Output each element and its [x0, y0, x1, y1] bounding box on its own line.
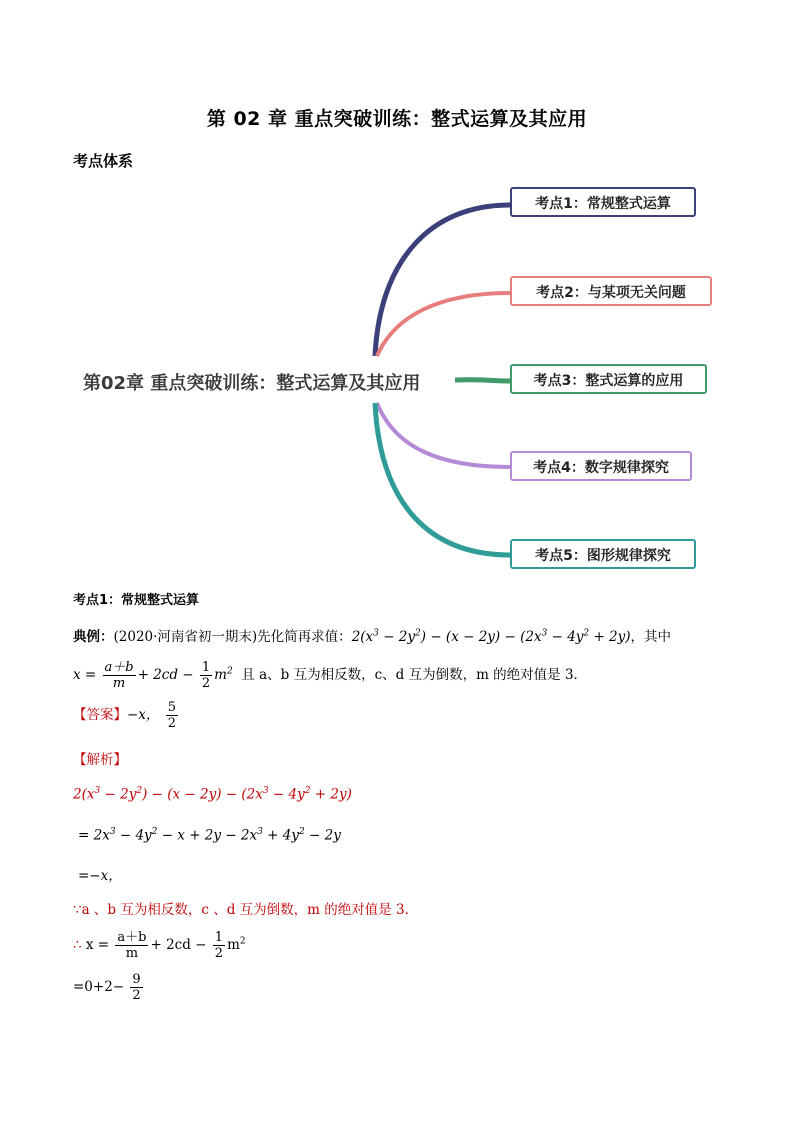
example-source: (2020·河南省初一期末)先化简再求值： [113, 629, 352, 645]
example-label: 典例： [73, 629, 114, 645]
reason-line [73, 898, 418, 918]
connector-2 [377, 293, 510, 356]
example-line [73, 625, 671, 645]
frac-half-numerator: 1 [201, 660, 211, 675]
step-2: = $2x^3 - 4y^2 - x + 2y - 2x^3 + 4y^2 - 2y$ [78, 827, 341, 844]
example-expression: $2(x^3 - 2y^2) - (x - 2y) - (2x^3 - 4y^2 + 2y)$ [351, 628, 631, 645]
mindmap-node-1: 考点1：常规整式运算 [510, 187, 696, 217]
mindmap-node-5: 考点5：图形规律探究 [510, 539, 696, 569]
connector-1 [375, 205, 510, 356]
frac-ab-numerator: a＋b [104, 660, 134, 675]
mindmap-node-2: 考点2：与某项无关问题 [510, 276, 712, 306]
because-symbol: ∵ [73, 902, 82, 918]
answer-frac-denominator: 2 [167, 716, 177, 731]
example-expression-end: ，其中 [630, 629, 672, 645]
connector-5 [375, 403, 510, 555]
connector-3 [455, 380, 510, 381]
page-title: 第 02 章 重点突破训练：整式运算及其应用 [206, 108, 588, 130]
frac-half-denominator: 2 [201, 676, 211, 691]
answer-value: −x， [127, 707, 160, 723]
connector-4 [377, 403, 510, 467]
therefore-symbol: ∴ [73, 937, 82, 953]
step-1: $2(x^3 - 2y^2) - (x - 2y) - (2x^3 - 4y^2 + 2y)$ [73, 786, 352, 803]
final-line [73, 972, 145, 1003]
mindmap-node-3: 考点3：整式运算的应用 [510, 364, 707, 394]
system-heading: 考点体系 [73, 152, 134, 170]
frac-ab-denominator: m [112, 676, 126, 691]
answer-label: 【答案】 [73, 707, 127, 723]
condition-text: 且 a、b 互为相反数，c、d 互为倒数，m 的绝对值是 3． [241, 667, 588, 683]
frac-ab2-numerator: a＋b [117, 930, 147, 945]
answer-frac-numerator: 5 [167, 700, 177, 715]
final-prefix: =0+2− [73, 979, 125, 995]
analysis-label: 【解析】 [73, 752, 127, 768]
frac-half2-denominator: 2 [214, 946, 224, 961]
frac-nine-numerator: 9 [132, 972, 141, 987]
mindmap-node-4: 考点4：数字规律探究 [510, 451, 692, 481]
condition-line: x = $\frac{a+b}{m}$ + 2cd − $\frac{1}{2}$ $m^2$ 且 a、b 互为相反数，c、d 互为倒数，m 的绝对值是 3． [73, 660, 588, 691]
frac-half2-numerator: 1 [214, 930, 224, 945]
reason-text: a 、b 互为相反数，c 、d 互为倒数，m 的绝对值是 3． [81, 902, 419, 918]
step-3: =−x， [78, 868, 122, 884]
frac-ab2-denominator: m [125, 946, 139, 961]
section1-heading: 考点1：常规整式运算 [73, 593, 200, 608]
frac-nine-denominator: 2 [132, 988, 141, 1003]
therefore-line: ∴ x = $\frac{a+b}{m}$ + 2cd − $\frac{1}{2}$ $m^2$ [73, 930, 246, 961]
answer-line [73, 700, 180, 731]
mindmap-center-topic: 第02章 重点突破训练：整式运算及其应用 [83, 373, 421, 394]
